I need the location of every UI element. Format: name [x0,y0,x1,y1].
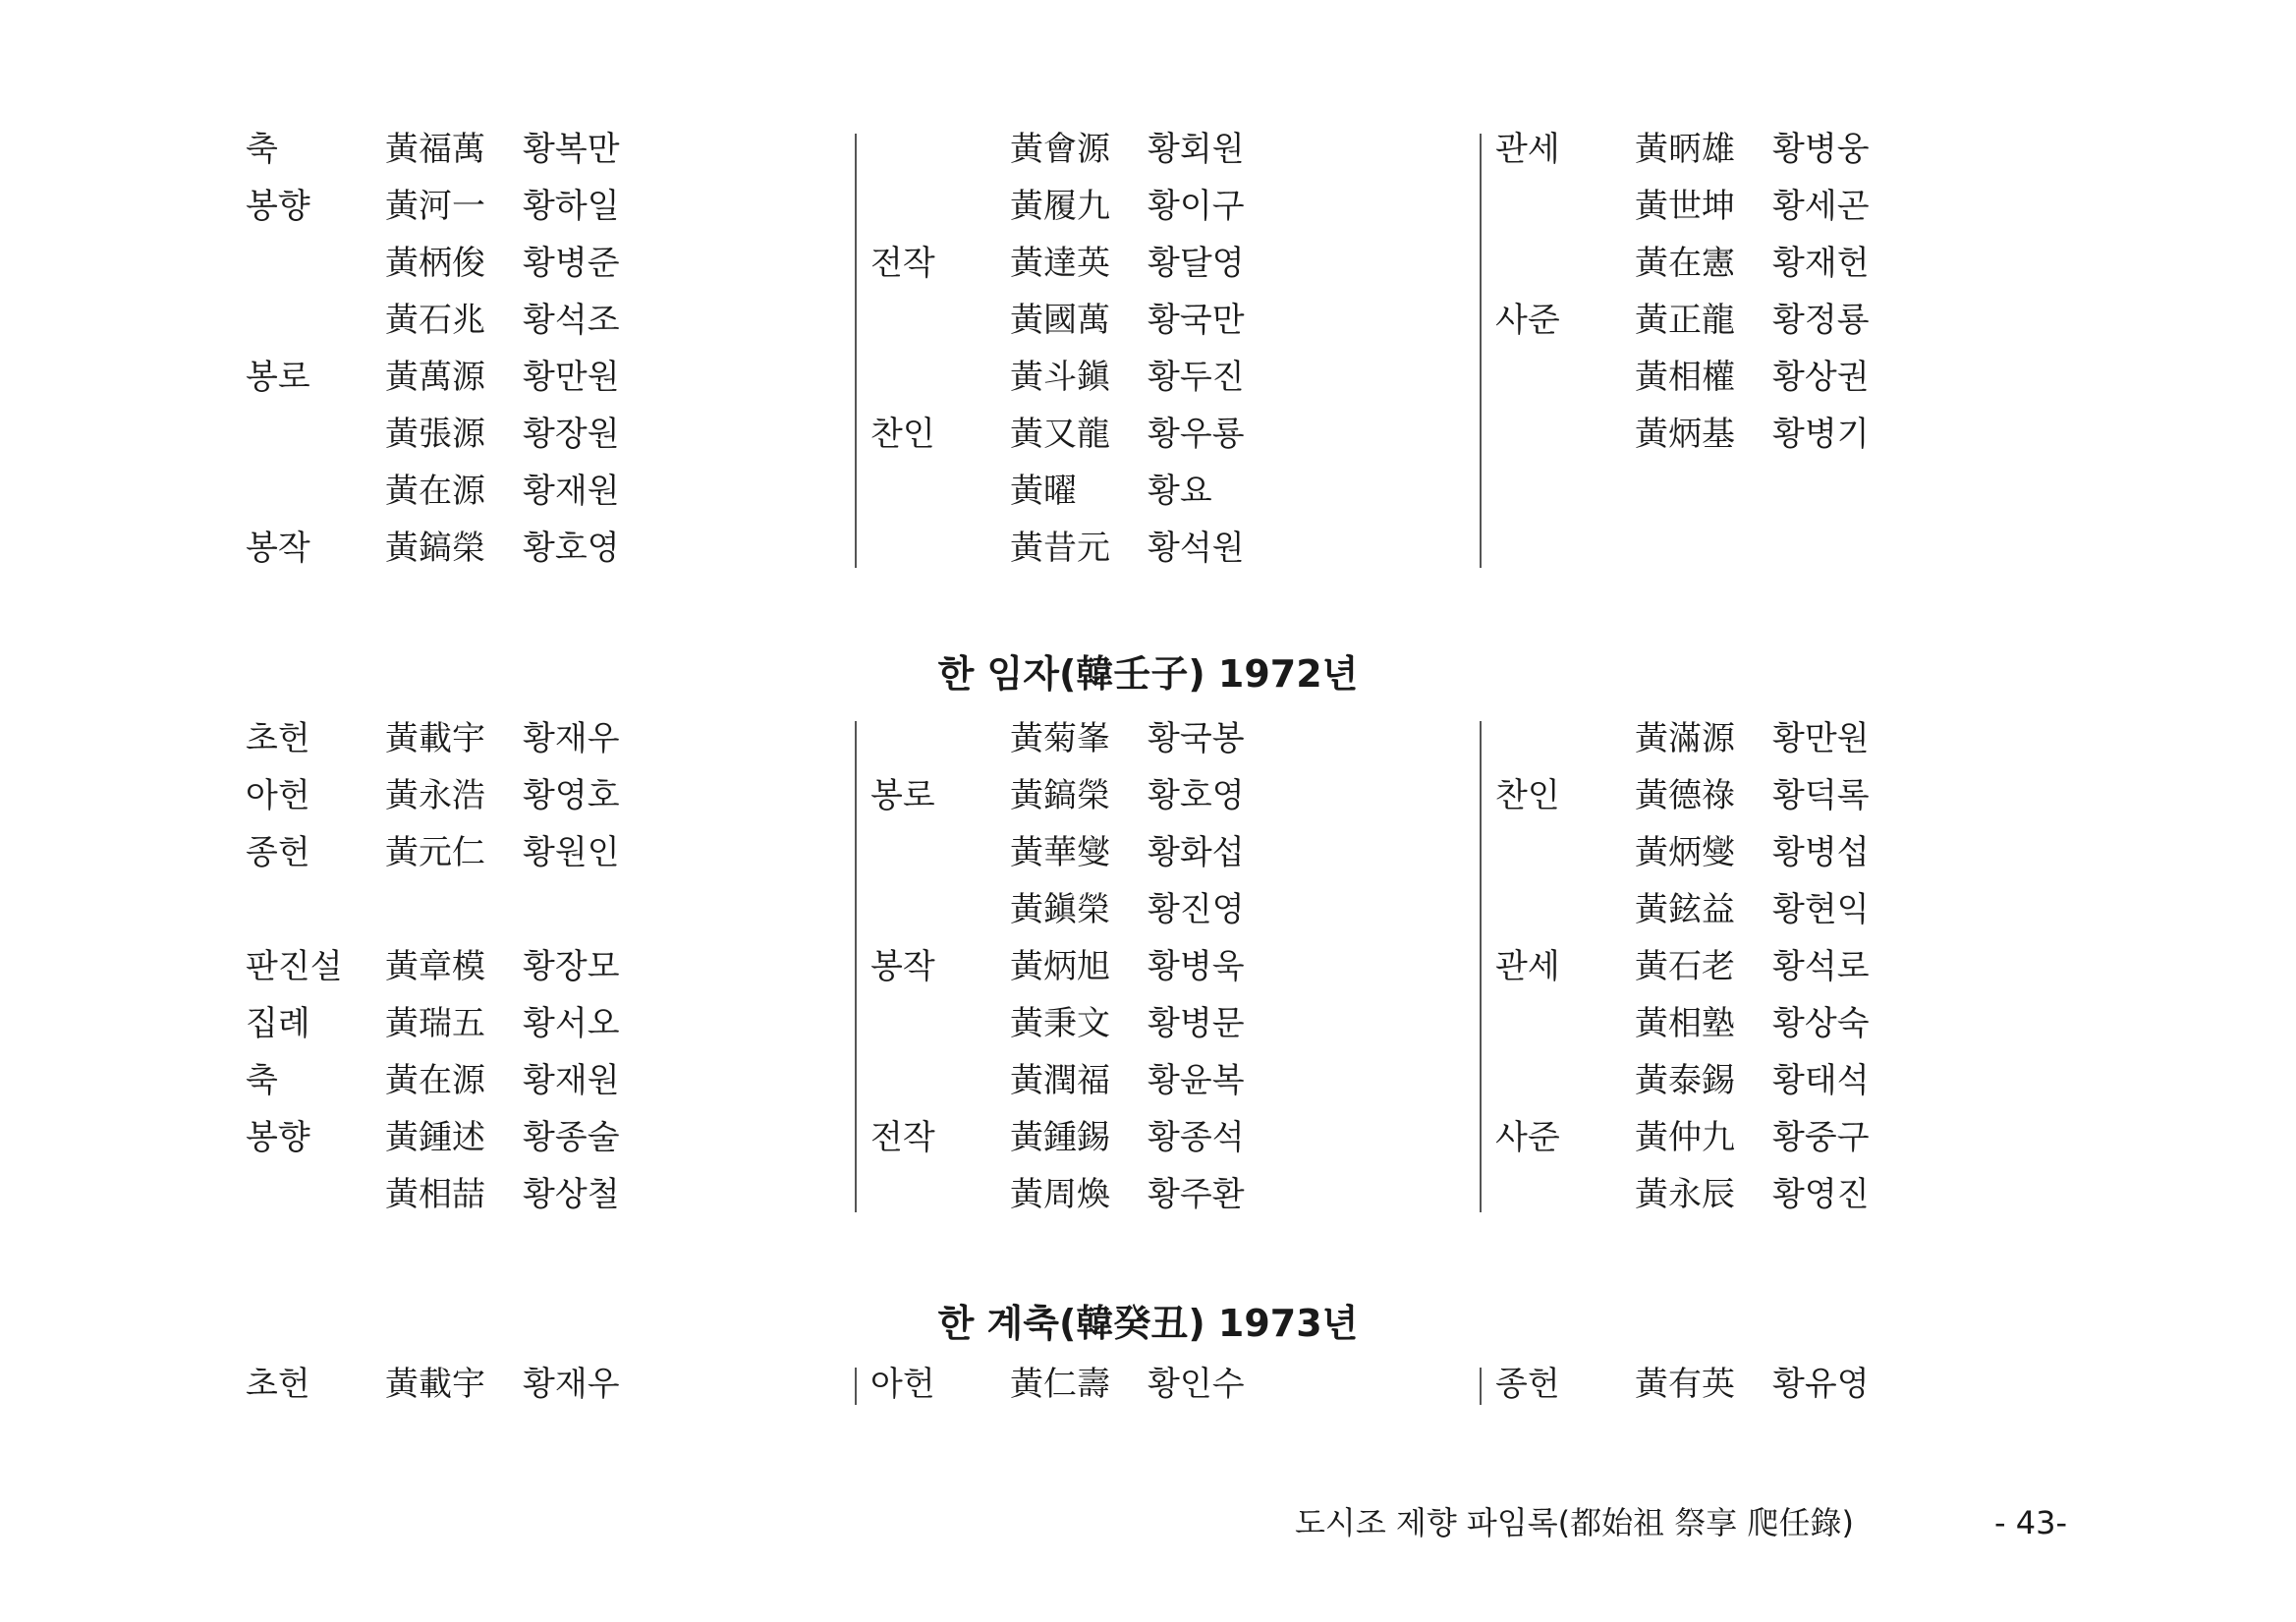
entry-hanja: 黃炳基 [1635,415,1735,454]
entry-role: 아헌 [246,776,310,815]
entry-role: 봉로 [246,358,310,397]
entry-hanja: 黃有英 [1635,1365,1735,1404]
entry-role: 봉작 [870,947,935,986]
entry-hangul: 황하일 [523,187,620,226]
entry-hanja: 黃石老 [1635,947,1735,986]
entry-hanja: 黃永浩 [385,776,485,815]
entry-hanja: 黃鍾述 [385,1118,485,1157]
entry-hanja: 黃正龍 [1635,301,1735,340]
column-divider [855,134,857,568]
entry-hangul: 황재우 [523,1365,620,1404]
entry-hanja: 黃曜 [1010,472,1077,511]
entry-role: 찬인 [870,415,935,454]
entry-hangul: 황재우 [523,719,620,758]
entry-role: 전작 [870,244,935,283]
section-2-heading: 한 임자(韓壬子) 1972년 [937,652,1359,696]
column-divider [855,721,857,1212]
entry-hanja: 黃炳燮 [1635,833,1735,872]
column-divider [1480,1368,1482,1405]
entry-hangul: 황재헌 [1772,244,1870,283]
entry-role: 관세 [1495,947,1560,986]
entry-hanja: 黃河一 [385,187,485,226]
entry-role: 봉작 [246,529,310,568]
entry-hanja: 黃永辰 [1635,1175,1735,1214]
entry-hangul: 황영진 [1772,1175,1870,1214]
entry-hanja: 黃在源 [385,1061,485,1100]
entry-hanja: 黃張源 [385,415,485,454]
entry-role: 봉향 [246,187,310,226]
entry-hanja: 黃鉉益 [1635,890,1735,929]
entry-role: 종헌 [1495,1365,1560,1404]
entry-hanja: 黃相權 [1635,358,1735,397]
entry-hangul: 황상권 [1772,358,1870,397]
entry-hanja: 黃世坤 [1635,187,1735,226]
entry-hangul: 황윤복 [1148,1061,1245,1100]
entry-hanja: 黃仁壽 [1010,1365,1110,1404]
entry-hanja: 黃相塾 [1635,1004,1735,1043]
entry-hangul: 황석원 [1148,529,1245,568]
entry-hangul: 황병문 [1148,1004,1245,1043]
entry-hanja: 黃在源 [385,472,485,511]
entry-hangul: 황석조 [523,301,620,340]
entry-hangul: 황장원 [523,415,620,454]
entry-hanja: 黃瑞五 [385,1004,485,1043]
entry-hanja: 黃元仁 [385,833,485,872]
entry-hanja: 黃萬源 [385,358,485,397]
entry-hanja: 黃在憲 [1635,244,1735,283]
entry-hangul: 황유영 [1772,1365,1870,1404]
entry-role: 집례 [246,1004,310,1043]
entry-hanja: 黃周煥 [1010,1175,1110,1214]
entry-hangul: 황덕록 [1772,776,1870,815]
entry-hangul: 황국봉 [1148,719,1245,758]
entry-role: 초헌 [246,1365,310,1404]
entry-hangul: 황병준 [523,244,620,283]
entry-hanja: 黃仲九 [1635,1118,1735,1157]
entry-hangul: 황만원 [1772,719,1870,758]
entry-hangul: 황호영 [1148,776,1245,815]
entry-hanja: 黃載宇 [385,719,485,758]
entry-hangul: 황병웅 [1772,130,1870,169]
entry-hanja: 黃相喆 [385,1175,485,1214]
entry-hangul: 황이구 [1148,187,1245,226]
entry-hangul: 황요 [1148,472,1212,511]
entry-hangul: 황종술 [523,1118,620,1157]
entry-role: 축 [246,130,278,169]
entry-hangul: 황호영 [523,529,620,568]
entry-hangul: 황중구 [1772,1118,1870,1157]
entry-hanja: 黃國萬 [1010,301,1110,340]
entry-hangul: 황장모 [523,947,620,986]
entry-hanja: 黃章模 [385,947,485,986]
entry-hanja: 黃泰錫 [1635,1061,1735,1100]
entry-hangul: 황병욱 [1148,947,1245,986]
entry-hangul: 황만원 [523,358,620,397]
entry-hangul: 황재원 [523,472,620,511]
column-divider [855,1368,857,1405]
entry-hangul: 황태석 [1772,1061,1870,1100]
entry-hangul: 황석로 [1772,947,1870,986]
entry-hangul: 황병기 [1772,415,1870,454]
entry-hanja: 黃滿源 [1635,719,1735,758]
section-3-heading: 한 계축(韓癸丑) 1973년 [937,1302,1359,1345]
entry-hanja: 黃鎭榮 [1010,890,1110,929]
page-number: - 43- [1994,1504,2067,1541]
entry-role: 봉향 [246,1118,310,1157]
entry-hanja: 黃履九 [1010,187,1110,226]
entry-hangul: 황진영 [1148,890,1245,929]
entry-hangul: 황상철 [523,1175,620,1214]
entry-hanja: 黃鎬榮 [385,529,485,568]
entry-hanja: 黃柄俊 [385,244,485,283]
entry-hanja: 黃鍾錫 [1010,1118,1110,1157]
entry-hangul: 황주환 [1148,1175,1245,1214]
entry-hangul: 황원인 [523,833,620,872]
entry-hanja: 黃昞雄 [1635,130,1735,169]
entry-hanja: 黃秉文 [1010,1004,1110,1043]
entry-hanja: 黃潤福 [1010,1061,1110,1100]
entry-hanja: 黃石兆 [385,301,485,340]
entry-hanja: 黃德祿 [1635,776,1735,815]
entry-hangul: 황종석 [1148,1118,1245,1157]
entry-hanja: 黃昔元 [1010,529,1110,568]
entry-hangul: 황정룡 [1772,301,1870,340]
entry-role: 사준 [1495,301,1560,340]
column-divider [1480,134,1482,568]
entry-hangul: 황현익 [1772,890,1870,929]
entry-role: 종헌 [246,833,310,872]
entry-hanja: 黃載宇 [385,1365,485,1404]
entry-hangul: 황세곤 [1772,187,1870,226]
entry-hangul: 황영호 [523,776,620,815]
column-divider [1480,721,1482,1212]
entry-hanja: 黃福萬 [385,130,485,169]
entry-role: 봉로 [870,776,935,815]
entry-hangul: 황화섭 [1148,833,1245,872]
entry-hangul: 황재원 [523,1061,620,1100]
entry-hanja: 黃達英 [1010,244,1110,283]
entry-hangul: 황국만 [1148,301,1245,340]
entry-hanja: 黃又龍 [1010,415,1110,454]
entry-hangul: 황서오 [523,1004,620,1043]
entry-role: 초헌 [246,719,310,758]
entry-hangul: 황우룡 [1148,415,1245,454]
entry-hangul: 황달영 [1148,244,1245,283]
entry-hangul: 황회원 [1148,130,1245,169]
entry-hangul: 황병섭 [1772,833,1870,872]
entry-hanja: 黃斗鎭 [1010,358,1110,397]
entry-role: 축 [246,1061,278,1100]
entry-hanja: 黃華燮 [1010,833,1110,872]
entry-hanja: 黃炳旭 [1010,947,1110,986]
entry-role: 아헌 [870,1365,935,1404]
entry-role: 판진설 [246,947,343,986]
entry-hangul: 황복만 [523,130,620,169]
entry-hangul: 황두진 [1148,358,1245,397]
entry-role: 사준 [1495,1118,1560,1157]
entry-hangul: 황상숙 [1772,1004,1870,1043]
footer-title: 도시조 제향 파임록(都始祖 祭享 爬任錄) [1295,1504,1854,1541]
entry-hanja: 黃鎬榮 [1010,776,1110,815]
entry-hangul: 황인수 [1148,1365,1245,1404]
entry-hanja: 黃菊峯 [1010,719,1110,758]
entry-hanja: 黃會源 [1010,130,1110,169]
entry-role: 관세 [1495,130,1560,169]
entry-role: 찬인 [1495,776,1560,815]
entry-role: 전작 [870,1118,935,1157]
